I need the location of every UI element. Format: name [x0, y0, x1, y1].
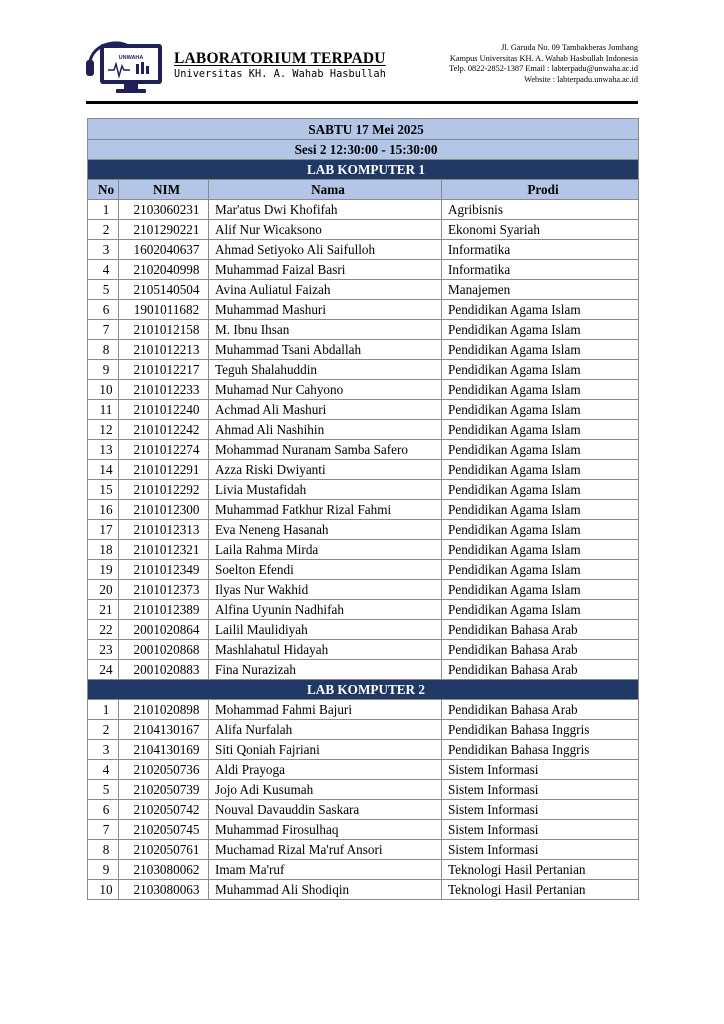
student-prodi: Sistem Informasi [442, 820, 639, 840]
student-prodi: Pendidikan Bahasa Inggris [442, 740, 639, 760]
student-nim: 2101012274 [119, 440, 209, 460]
student-name: Imam Ma'ruf [209, 860, 442, 880]
student-nim: 2101020898 [119, 700, 209, 720]
student-nim: 2101012233 [119, 380, 209, 400]
student-prodi: Pendidikan Bahasa Arab [442, 700, 639, 720]
student-prodi: Sistem Informasi [442, 840, 639, 860]
table-row [88, 380, 639, 400]
student-prodi: Sistem Informasi [442, 780, 639, 800]
student-nim: 1901011682 [119, 300, 209, 320]
student-nim: 2101012292 [119, 480, 209, 500]
table-row [88, 660, 639, 680]
table-row [88, 760, 639, 780]
student-prodi: Pendidikan Bahasa Inggris [442, 720, 639, 740]
row-number: 5 [88, 780, 119, 800]
student-prodi: Informatika [442, 260, 639, 280]
student-prodi: Teknologi Hasil Pertanian [442, 860, 639, 880]
student-nim: 1602040637 [119, 240, 209, 260]
table-row [88, 840, 639, 860]
student-prodi: Pendidikan Agama Islam [442, 540, 639, 560]
row-number: 6 [88, 300, 119, 320]
student-name: Achmad Ali Mashuri [209, 400, 442, 420]
student-name: Teguh Shalahuddin [209, 360, 442, 380]
student-nim: 2102050736 [119, 760, 209, 780]
student-name: Nouval Davauddin Saskara [209, 800, 442, 820]
row-number: 16 [88, 500, 119, 520]
student-prodi: Ekonomi Syariah [442, 220, 639, 240]
student-nim: 2101012321 [119, 540, 209, 560]
column-header-nama: Nama [209, 180, 442, 200]
student-name: Muhammad Fatkhur Rizal Fahmi [209, 500, 442, 520]
schedule-session: Sesi 2 12:30:00 - 15:30:00 [88, 140, 639, 160]
student-prodi: Pendidikan Agama Islam [442, 320, 639, 340]
table-row [88, 700, 639, 720]
student-nim: 2101012240 [119, 400, 209, 420]
student-nim: 2001020868 [119, 640, 209, 660]
student-prodi: Pendidikan Agama Islam [442, 380, 639, 400]
row-number: 8 [88, 840, 119, 860]
student-nim: 2105140504 [119, 280, 209, 300]
student-nim: 2103060231 [119, 200, 209, 220]
student-prodi: Sistem Informasi [442, 760, 639, 780]
table-row [88, 820, 639, 840]
student-nim: 2102050742 [119, 800, 209, 820]
row-number: 9 [88, 860, 119, 880]
lab-section-title: LAB KOMPUTER 1 [88, 160, 639, 180]
row-number: 3 [88, 740, 119, 760]
student-nim: 2104130167 [119, 720, 209, 740]
student-nim: 2101012242 [119, 420, 209, 440]
student-name: Laila Rahma Mirda [209, 540, 442, 560]
row-number: 6 [88, 800, 119, 820]
table-row [88, 340, 639, 360]
student-name: Mashlahatul Hidayah [209, 640, 442, 660]
student-prodi: Pendidikan Agama Islam [442, 580, 639, 600]
lab-name: LABORATORIUM TERPADU [174, 50, 386, 67]
student-prodi: Informatika [442, 240, 639, 260]
row-number: 1 [88, 700, 119, 720]
header-divider [86, 101, 638, 104]
table-row [88, 620, 639, 640]
row-number: 7 [88, 320, 119, 340]
table-row [88, 280, 639, 300]
row-number: 5 [88, 280, 119, 300]
student-prodi: Manajemen [442, 280, 639, 300]
student-prodi: Pendidikan Agama Islam [442, 460, 639, 480]
student-nim: 2103080062 [119, 860, 209, 880]
student-prodi: Pendidikan Agama Islam [442, 360, 639, 380]
table-row [88, 720, 639, 740]
column-header-no: No [88, 180, 119, 200]
student-name: Ilyas Nur Wakhid [209, 580, 442, 600]
lab-section-title: LAB KOMPUTER 2 [88, 680, 639, 700]
row-number: 19 [88, 560, 119, 580]
student-prodi: Pendidikan Agama Islam [442, 440, 639, 460]
schedule-date: SABTU 17 Mei 2025 [88, 119, 639, 140]
table-row [88, 300, 639, 320]
row-number: 22 [88, 620, 119, 640]
column-header-row [88, 180, 639, 200]
table-row [88, 500, 639, 520]
student-prodi: Pendidikan Agama Islam [442, 560, 639, 580]
student-prodi: Agribisnis [442, 200, 639, 220]
lab-section-row [88, 160, 639, 180]
schedule-date-row [88, 119, 639, 140]
student-prodi: Sistem Informasi [442, 800, 639, 820]
row-number: 23 [88, 640, 119, 660]
student-nim: 2102050745 [119, 820, 209, 840]
student-name: Livia Mustafidah [209, 480, 442, 500]
student-name: Ahmad Ali Nashihin [209, 420, 442, 440]
student-nim: 2102050739 [119, 780, 209, 800]
table-row [88, 220, 639, 240]
student-nim: 2101290221 [119, 220, 209, 240]
student-prodi: Pendidikan Bahasa Arab [442, 640, 639, 660]
student-nim: 2101012349 [119, 560, 209, 580]
row-number: 14 [88, 460, 119, 480]
table-row [88, 200, 639, 220]
table-row [88, 860, 639, 880]
student-name: Muhammad Mashuri [209, 300, 442, 320]
student-prodi: Pendidikan Agama Islam [442, 420, 639, 440]
student-name: Muhammad Firosulhaq [209, 820, 442, 840]
student-name: Jojo Adi Kusumah [209, 780, 442, 800]
table-row [88, 520, 639, 540]
student-nim: 2101012373 [119, 580, 209, 600]
student-name: Aldi Prayoga [209, 760, 442, 780]
student-nim: 2103080063 [119, 880, 209, 900]
table-row [88, 240, 639, 260]
row-number: 20 [88, 580, 119, 600]
website: Website : labterpadu.unwaha.ac.id [524, 74, 638, 84]
table-row [88, 400, 639, 420]
student-nim: 2104130169 [119, 740, 209, 760]
row-number: 15 [88, 480, 119, 500]
table-row [88, 540, 639, 560]
student-name: Muhammad Faizal Basri [209, 260, 442, 280]
phone-email: Telp. 0822-2852-1387 Email : labterpadu@unwaha.ac.id [449, 64, 638, 74]
row-number: 7 [88, 820, 119, 840]
student-name: Fina Nurazizah [209, 660, 442, 680]
student-nim: 2102050761 [119, 840, 209, 860]
student-name: Muhamad Nur Cahyono [209, 380, 442, 400]
table-row [88, 260, 639, 280]
student-name: Muhammad Tsani Abdallah [209, 340, 442, 360]
student-nim: 2101012217 [119, 360, 209, 380]
table-row [88, 580, 639, 600]
student-nim: 2001020883 [119, 660, 209, 680]
row-number: 11 [88, 400, 119, 420]
table-row [88, 480, 639, 500]
student-nim: 2102040998 [119, 260, 209, 280]
row-number: 10 [88, 880, 119, 900]
row-number: 4 [88, 760, 119, 780]
row-number: 2 [88, 220, 119, 240]
schedule-session-row [88, 140, 639, 160]
logo-text: UNWAHA [118, 55, 144, 61]
student-prodi: Pendidikan Agama Islam [442, 500, 639, 520]
column-header-nim: NIM [119, 180, 209, 200]
student-nim: 2101012158 [119, 320, 209, 340]
student-name: M. Ibnu Ihsan [209, 320, 442, 340]
table-row [88, 640, 639, 660]
student-name: Alif Nur Wicaksono [209, 220, 442, 240]
table-row [88, 420, 639, 440]
student-nim: 2101012313 [119, 520, 209, 540]
lab-section-row [88, 680, 639, 700]
row-number: 1 [88, 200, 119, 220]
student-name: Siti Qoniah Fajriani [209, 740, 442, 760]
row-number: 12 [88, 420, 119, 440]
student-name: Ahmad Setiyoko Ali Saifulloh [209, 240, 442, 260]
student-name: Soelton Efendi [209, 560, 442, 580]
letterhead [86, 34, 638, 100]
table-row [88, 320, 639, 340]
schedule-table [87, 118, 639, 900]
student-prodi: Pendidikan Agama Islam [442, 600, 639, 620]
student-prodi: Pendidikan Bahasa Arab [442, 660, 639, 680]
student-nim: 2101012300 [119, 500, 209, 520]
student-prodi: Pendidikan Bahasa Arab [442, 620, 639, 640]
student-name: Azza Riski Dwiyanti [209, 460, 442, 480]
table-row [88, 780, 639, 800]
student-prodi: Pendidikan Agama Islam [442, 400, 639, 420]
row-number: 4 [88, 260, 119, 280]
row-number: 17 [88, 520, 119, 540]
campus: Kampus Universitas KH. A. Wahab Hasbullah Indonesia [449, 53, 638, 63]
student-prodi: Pendidikan Agama Islam [442, 480, 639, 500]
row-number: 18 [88, 540, 119, 560]
row-number: 13 [88, 440, 119, 460]
student-name: Eva Neneng Hasanah [209, 520, 442, 540]
student-prodi: Pendidikan Agama Islam [442, 340, 639, 360]
table-row [88, 360, 639, 380]
table-row [88, 740, 639, 760]
row-number: 2 [88, 720, 119, 740]
student-prodi: Pendidikan Agama Islam [442, 520, 639, 540]
table-row [88, 460, 639, 480]
row-number: 24 [88, 660, 119, 680]
column-header-prodi: Prodi [442, 180, 639, 200]
student-name: Avina Auliatul Faizah [209, 280, 442, 300]
contact-block [449, 43, 638, 85]
table-row [88, 440, 639, 460]
student-name: Muhammad Ali Shodiqin [209, 880, 442, 900]
table-row [88, 800, 639, 820]
table-row [88, 880, 639, 900]
row-number: 10 [88, 380, 119, 400]
student-nim: 2001020864 [119, 620, 209, 640]
student-nim: 2101012291 [119, 460, 209, 480]
student-name: Mar'atus Dwi Khofifah [209, 200, 442, 220]
student-name: Alfina Uyunin Nadhifah [209, 600, 442, 620]
student-name: Alifa Nurfalah [209, 720, 442, 740]
student-prodi: Teknologi Hasil Pertanian [442, 880, 639, 900]
row-number: 9 [88, 360, 119, 380]
row-number: 21 [88, 600, 119, 620]
table-row [88, 600, 639, 620]
lab-logo-icon [86, 34, 166, 96]
student-nim: 2101012213 [119, 340, 209, 360]
student-name: Muchamad Rizal Ma'ruf Ansori [209, 840, 442, 860]
address: Jl. Garuda No. 09 Tambakberas Jombang [501, 43, 638, 52]
student-nim: 2101012389 [119, 600, 209, 620]
student-name: Lailil Maulidiyah [209, 620, 442, 640]
row-number: 3 [88, 240, 119, 260]
table-row [88, 560, 639, 580]
student-prodi: Pendidikan Agama Islam [442, 300, 639, 320]
student-name: Mohammad Nuranam Samba Safero [209, 440, 442, 460]
row-number: 8 [88, 340, 119, 360]
university-name: Universitas KH. A. Wahab Hasbullah [174, 69, 386, 80]
student-name: Mohammad Fahmi Bajuri [209, 700, 442, 720]
